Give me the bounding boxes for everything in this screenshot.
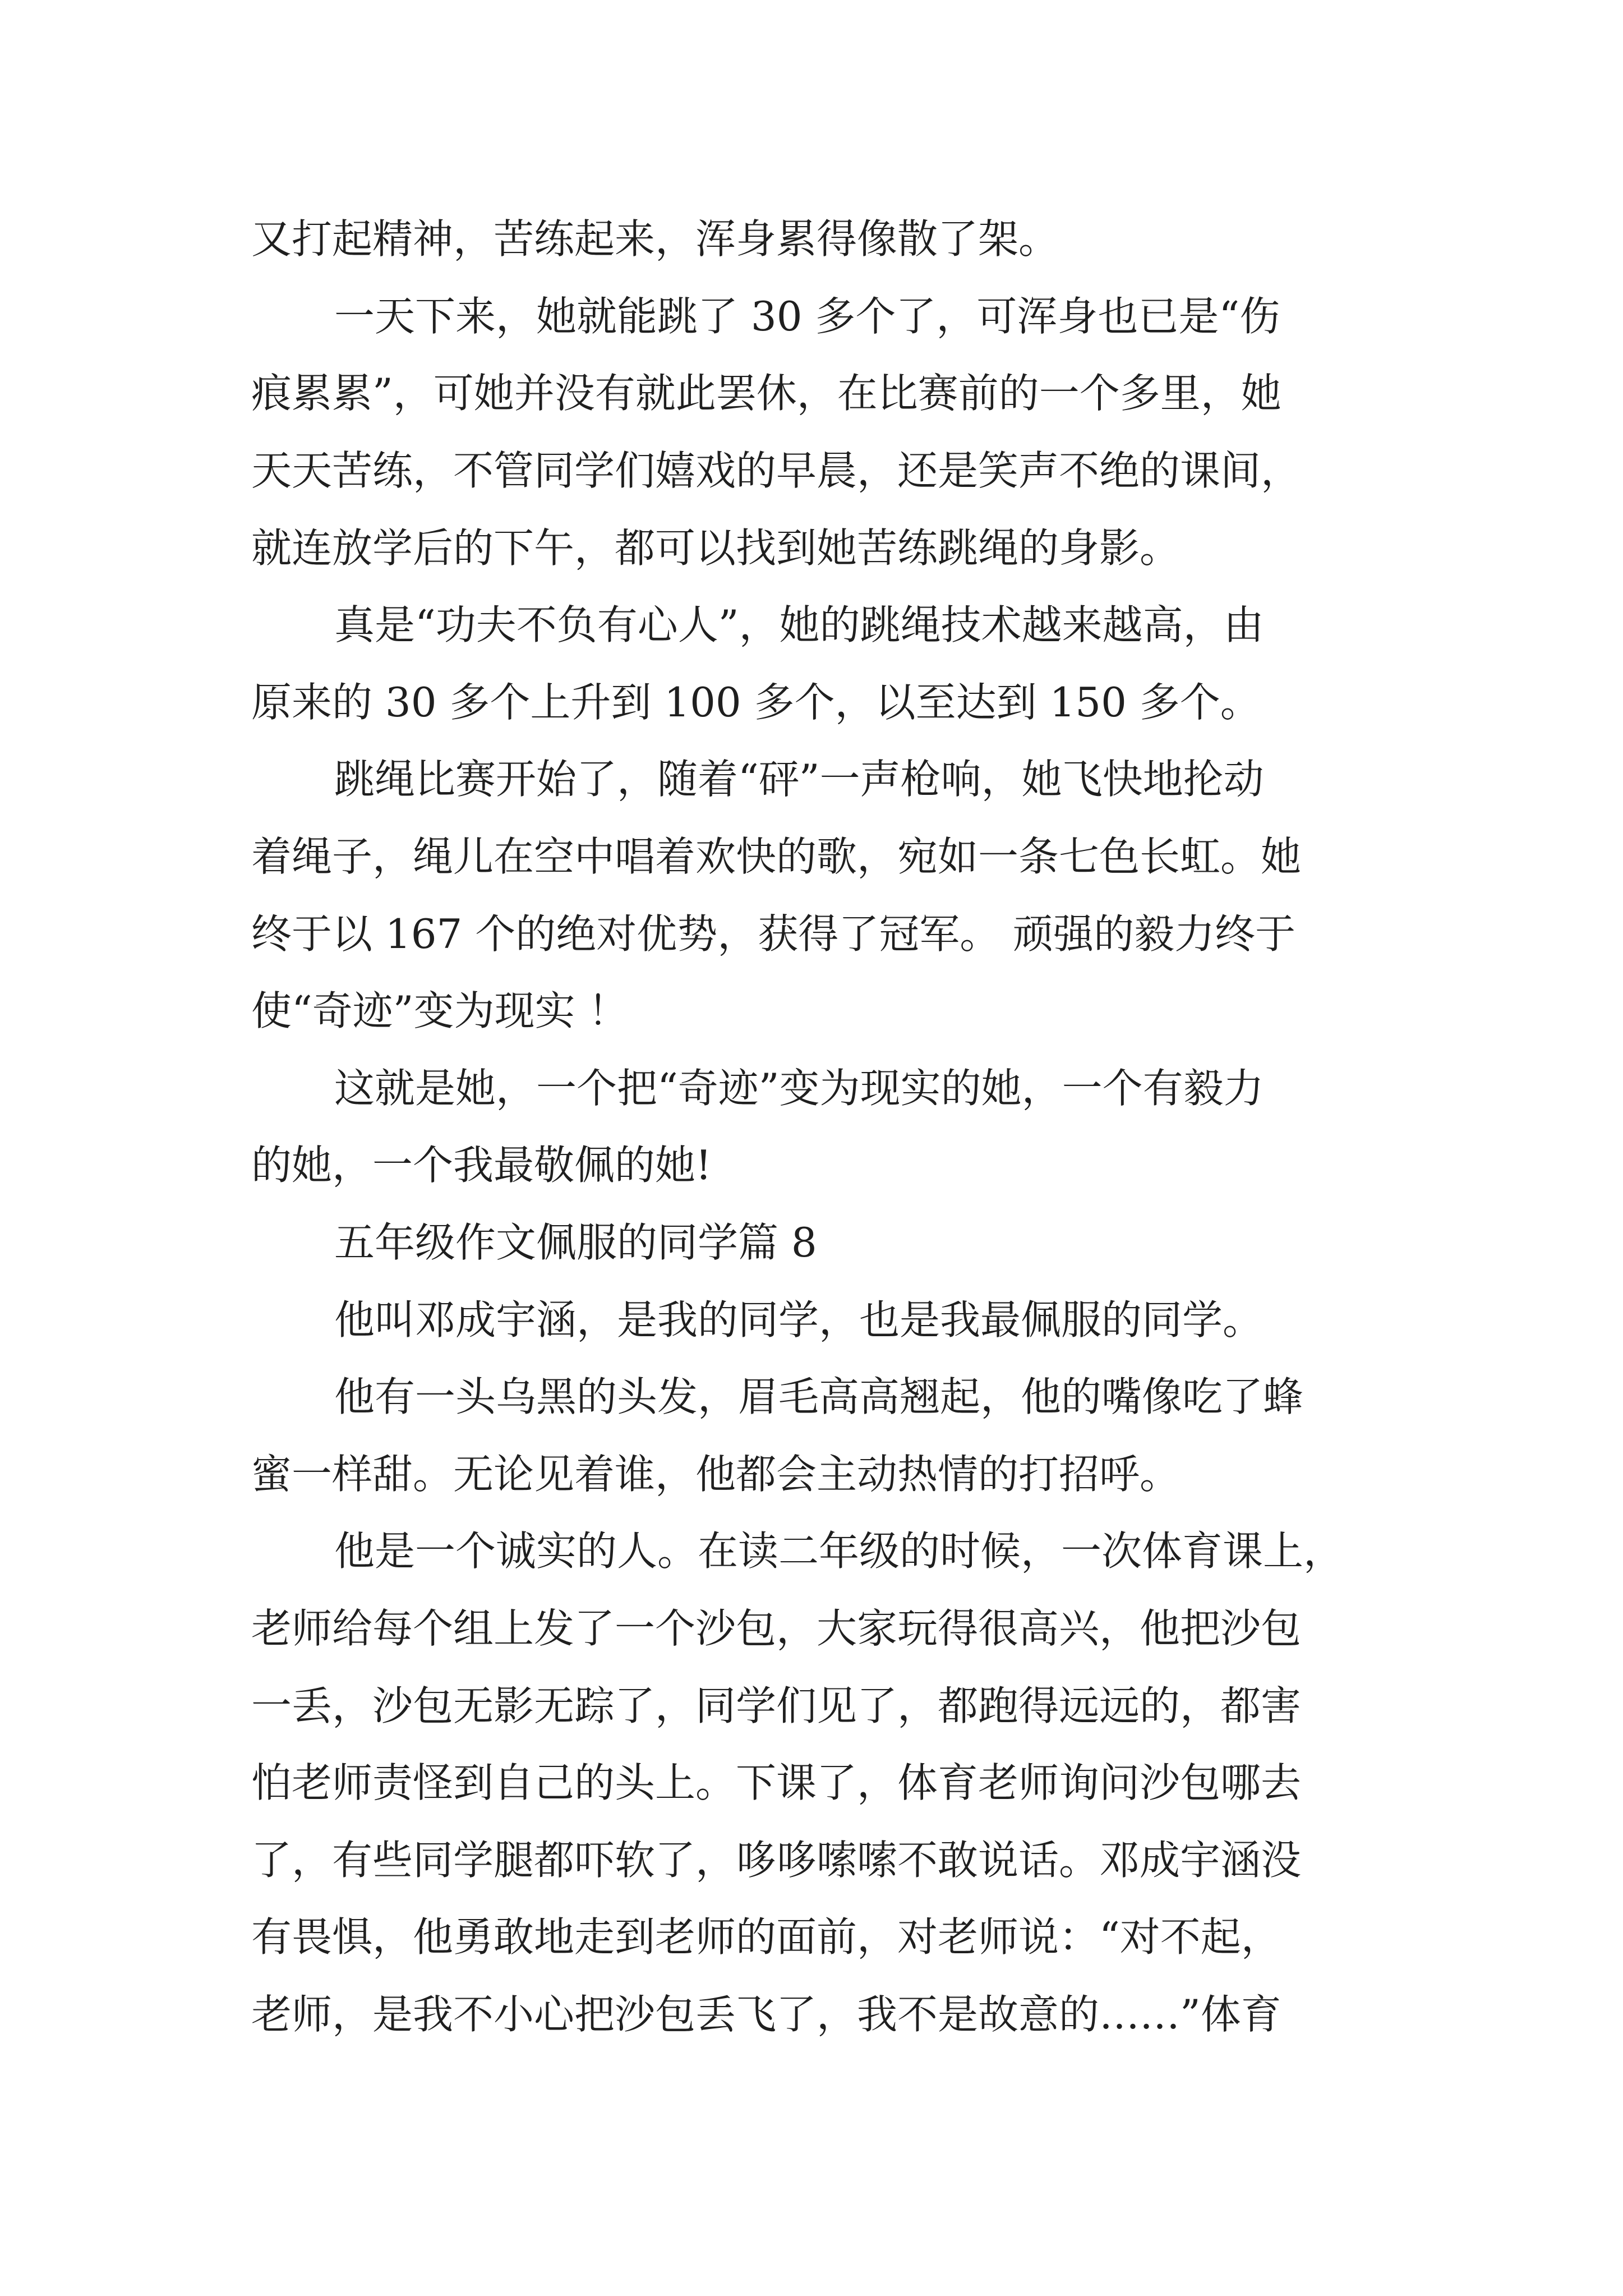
text-line: 老师，是我不小心把沙包丢飞了，我不是故意的……”体育 — [251, 1991, 1281, 2038]
text-line: 痕累累”，可她并没有就此罢休，在比赛前的一个多里，她 — [251, 370, 1281, 417]
text-line: 又打起精神，苦练起来，浑身累得像散了架。 — [251, 215, 1059, 263]
text-line: 终于以 167 个的绝对优势，获得了冠军。 顽强的毅力终于 — [251, 910, 1296, 958]
text-line: 他有一头乌黑的头发，眉毛高高翘起，他的嘴像吃了蜂 — [334, 1373, 1304, 1420]
text-line: 了，有些同学腿都吓软了，哆哆嗦嗦不敢说话。邓成宇涵没 — [251, 1837, 1302, 1884]
text-line: 有畏惧，他勇敢地走到老师的面前，对老师说：“对不起， — [251, 1913, 1281, 1961]
text-line: 一丢，沙包无影无踪了，同学们见了，都跑得远远的，都害 — [251, 1682, 1302, 1729]
section-heading: 五年级作文佩服的同学篇 8 — [334, 1219, 817, 1266]
text-line: 跳绳比赛开始了，随着“砰”一声枪响，她飞快地抡动 — [334, 756, 1264, 803]
text-line: 他是一个诚实的人。在读二年级的时候，一次体育课上， — [334, 1527, 1344, 1575]
text-line: 一天下来，她就能跳了 30 多个了，可浑身也已是“伤 — [334, 293, 1280, 340]
text-line: 老师给每个组上发了一个沙包，大家玩得很高兴，他把沙包 — [251, 1605, 1302, 1652]
text-line: 真是“功夫不负有心人”，她的跳绳技术越来越高，由 — [334, 601, 1264, 648]
text-line: 他叫邓成宇涵，是我的同学，也是我最佩服的同学。 — [334, 1296, 1264, 1343]
text-line: 这就是她，一个把“奇迹”变为现实的她，一个有毅力 — [334, 1065, 1264, 1112]
text-line: 蜜一样甜。无论见着谁，他都会主动热情的打招呼。 — [251, 1451, 1181, 1498]
text-line: 的她，一个我最敬佩的她! — [251, 1142, 712, 1189]
text-line: 使“奇迹”变为现实 ！ — [251, 987, 629, 1034]
text-line: 着绳子，绳儿在空中唱着欢快的歌，宛如一条七色长虹。她 — [251, 833, 1302, 880]
text-line: 怕老师责怪到自己的头上。下课了，体育老师询问沙包哪去 — [251, 1759, 1302, 1806]
text-line: 原来的 30 多个上升到 100 多个，以至达到 150 多个。 — [251, 679, 1261, 726]
text-line: 就连放学后的下午，都可以找到她苦练跳绳的身影。 — [251, 524, 1181, 572]
text-line: 天天苦练，不管同学们嬉戏的早晨，还是笑声不绝的课间， — [251, 447, 1302, 494]
